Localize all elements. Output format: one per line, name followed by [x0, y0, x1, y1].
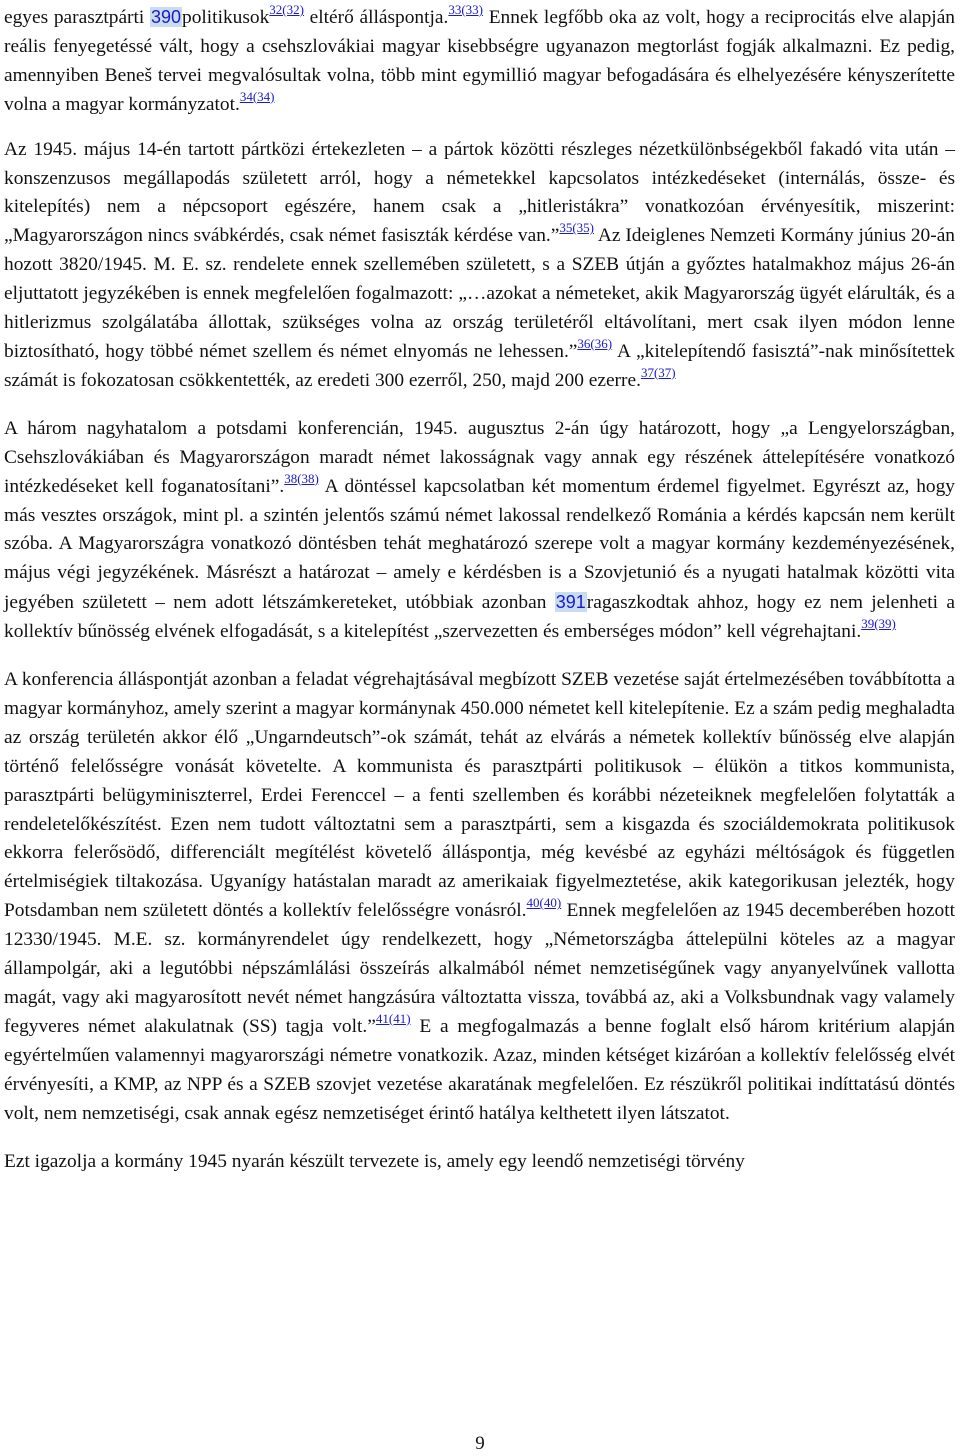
- body-text: A konferencia álláspontját azonban a feladat végrehajtásával megbízott SZEB vezetése saját értelmezésében továbbította a magyar kormányhoz, amely szerint a magyar kormánynak 450.000 németet kell kitelepítenie. Ez a szám pedig meghaladta az ország területén akkor élő „Ungarndeutsch”-ok számát, tehát az elvárás a németek kollektív bűnösség elve alapján történő felelősségre vonását követelte. A kommunista és parasztpárti politikusok – élükön a titkos kommunista, parasztpárti belügyminiszterrel, Erdei Ferenccel – a fenti szellemben és korábbi nézeteiknek megfelelően folytatták a rendeletelőkészítést. Ezen nem tudott változtatni sem a parasztpárti, sem a kisgazda és szociáldemokrata politikusok ekkorra felerősödő, differenciált megítélést követelő álláspontja, még kevésbé az egyházi méltóságok és független értelmiségiek tiltakozása. Ugyanígy hatástalan maradt az amerikaiak figyelmeztetése, akik kategorikusan jelezték, hogy Potsdamban nem született döntés a kollektív felelősségre vonásról.: [4, 669, 955, 922]
- body-text: E a megfogalmazás a benne foglalt első három kritérium alapján egyértelműen valamennyi magyarországi németre vonatkozik. Azaz, minden kétséget kizáróan a kollektív felelősség elvét érvényesíti, a KMP, az NPP és a SZEB szovjet vezetése akaratának megfelelően. Ez részükről politikai indíttatású döntés volt, nem nemzetiségi, csak annak egész nemzetiséget érintő hatálya kelthetett ilyen látszatot.: [4, 1015, 955, 1124]
- body-text: politikusok: [182, 7, 270, 28]
- paragraph-5: [4, 1148, 955, 1177]
- body-text: Az 1945. május 14-én tartott pártközi értekezleten – a pártok közötti részleges nézetkülönbségekből fakadó vita után – konszenzusos megállapodás született arról, hogy a németekkel kapcsolatos intézkedéseket (internálás, össze- és kitelepítés) nem a népcsoport egészére, hanem csak a „hitleristákra” vonatkozóan érvényesítik, miszerint: „Magyarországon nincs svábkérdés, csak német fasiszták kérdése van.”: [4, 138, 955, 247]
- body-text: ragaszkodtak ahhoz, hogy ez nem jelenheti a kollektív bűnösség elvének elfogadását, s a kitelepítést „szervezetten és emberséges módon” kell végrehajtani.: [4, 592, 955, 643]
- footnote-link[interactable]: 37(37): [640, 364, 676, 380]
- body-text: A három nagyhatalom a potsdami konferencián, 1945. augusztus 2-án úgy határozott, hogy „a Lengyelországban, Csehszlovákiában és Magyarországon maradt német lakosságnak vagy annak egy részének áttelepítésére vonatkozó intézkedéseket kell foganatosítani”.: [4, 417, 955, 497]
- footnote-link[interactable]: 34(34): [239, 88, 275, 104]
- footnote-link[interactable]: 36(36): [577, 335, 613, 351]
- page-marker[interactable]: 390: [150, 7, 182, 27]
- footnote-link[interactable]: 38(38): [284, 470, 319, 486]
- page-number: 9: [475, 1433, 485, 1454]
- body-text: A „kitelepítendő fasisztá”-nak minősítettek számát is fokozatosan csökkentették, az eredeti 300 ezerről, 250, majd 200 ezerre.: [4, 340, 955, 391]
- paragraph-2: [4, 136, 955, 396]
- paragraph-3: [4, 415, 955, 647]
- page-marker[interactable]: 391: [555, 592, 586, 613]
- body-text: egyes parasztpárti: [4, 7, 150, 28]
- body-text: Ezt igazolja a kormány 1945 nyarán készült tervezete is, amely egy leendő nemzetiségi törvény: [4, 1150, 745, 1172]
- body-text: Az Ideiglenes Nemzeti Kormány június 20-án hozott 3820/1945. M. E. sz. rendelete ennek szellemében született, s a SZEB útján a győztes hatalmakhoz május 26-án eljuttatott jegyzékében is ennek megfelelően fogalmazott: „…azokat a németeket, akik Magyarország ügyét elárulták, és a hitlerizmus szolgálatába állottak, szükséges volna az ország területéről eltávolítani, mert csak ilyen módon lenne biztosítható, hogy többé német szellem és német elnyomás ne lehessen.”: [4, 225, 955, 362]
- document-page: [4, 0, 955, 1176]
- footnote-link[interactable]: 32(32): [269, 2, 304, 17]
- footnote-link[interactable]: 33(33): [448, 2, 484, 17]
- footnote-link[interactable]: 41(41): [375, 1010, 411, 1026]
- body-text: eltérő álláspontja.: [303, 7, 449, 28]
- footnote-link[interactable]: 39(39): [861, 616, 896, 632]
- body-text: Ennek megfelelően az 1945 decemberében hozott 12330/1945. M.E. sz. kormányrendelet úgy rendelkezett, hogy „Németországba áttelepülni köteles az a magyar állampolgár, aki a legutóbbi népszámlálási összeírás alkalmából német nemzetiségűnek vagy anyanyelvűnek vallotta magát, vagy aki magyarosított nevét német hangzásúra változtatta vissza, továbbá az, aki a Volksbundnak vagy valamely fegyveres német alakulatnak (SS) tagja volt.”: [4, 900, 955, 1037]
- footnote-link[interactable]: 35(35): [559, 220, 595, 236]
- footnote-link[interactable]: 40(40): [526, 895, 562, 911]
- body-text: A döntéssel kapcsolatban két momentum érdemel figyelmet. Egyrészt az, hogy más vesztes országok, mint pl. a szintén jelentős számú német lakossal rendelkező Románia a kérdés kapcsán nem került szóba. A Magyarországra vonatkozó döntésben tehát meghatározó szerepe volt a magyar kormány kezdeményezésének, május végi jegyzékének. Másrészt a határozat – amely e kérdésben is a Szovjetunió és a nyugati hatalmak közötti vita jegyében született – nem adott létszámkereteket, utóbbiak azonban: [4, 475, 955, 614]
- paragraph-1: [4, 3, 955, 120]
- paragraph-4: [4, 666, 955, 1129]
- body-text: Ennek legfőbb oka az volt, hogy a reciprocitás elve alapján reális fenyegetéssé vált, hogy a csehszlovákiai magyar kisebbségre ugyanazon megtorlást fogják alkalmazni. Ez pedig, amennyiben Beneš tervei megvalósultak volna, több mint egymillió magyar befogadására és elhelyezésére kényszerítette volna a magyar kormányzatot.: [4, 7, 955, 115]
